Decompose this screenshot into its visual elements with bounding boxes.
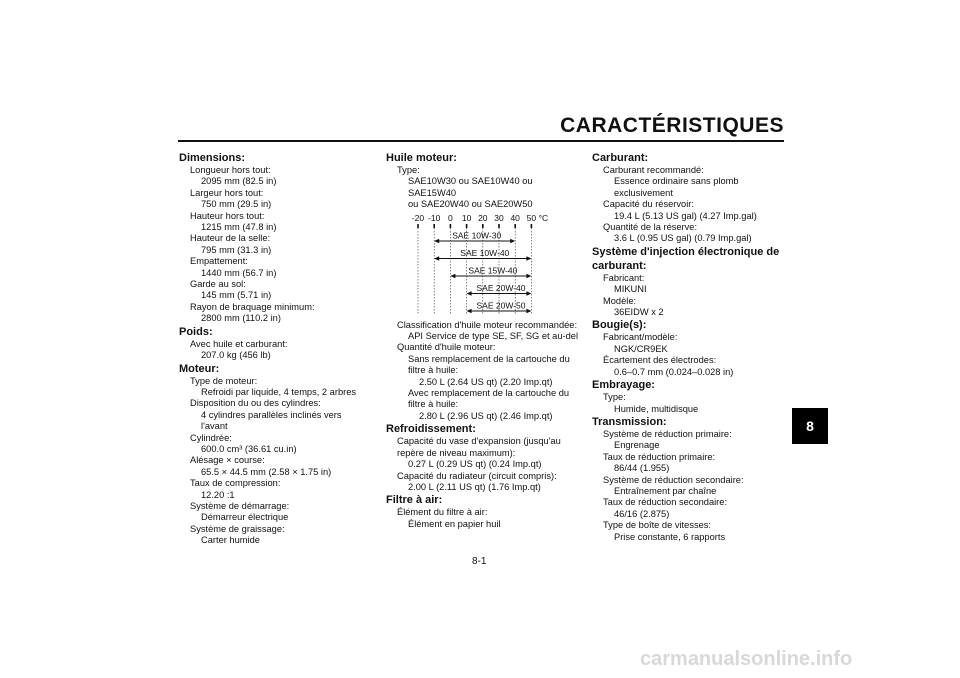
spec-value: 36EIDW x 2 (614, 307, 664, 318)
heading-fuel-injection: carburant: (592, 259, 647, 272)
arrow-left-icon (434, 256, 439, 260)
spec-label: Système de réduction secondaire: (603, 474, 744, 485)
spec-value: 750 mm (29.5 in) (201, 199, 272, 210)
spec-value: NGK/CR9EK (614, 343, 668, 354)
spec-value: Prise constante, 6 rapports (614, 531, 726, 542)
arrow-left-icon (467, 308, 472, 312)
column-middle (386, 151, 581, 530)
spec-value: Humide, multidisque (614, 403, 699, 414)
spec-value: MIKUNI (614, 284, 647, 295)
temp-label: 30 (494, 212, 504, 223)
spec-label: Disposition du ou des cylindres: (190, 398, 321, 409)
temp-tick (498, 224, 500, 228)
spec-label: Cylindrée: (190, 432, 232, 443)
spec-label: Taux de réduction primaire: (603, 451, 716, 462)
spec-label: Empattement: (190, 256, 248, 267)
spec-label: Hauteur hors tout: (190, 210, 265, 221)
grade-label: SAE 15W-40 (468, 265, 518, 276)
spec-value: 65.5 × 44.5 mm (2.58 × 1.75 in) (201, 466, 332, 477)
spec-value: 1215 mm (47.8 in) (201, 222, 277, 233)
heading-weight: Poids: (179, 325, 213, 338)
spec-label: Longueur hors tout: (190, 165, 271, 175)
heading-engine-oil: Huile moteur: (386, 152, 457, 164)
spec-label: Taux de compression: (190, 478, 281, 489)
spec-label: Avec remplacement de la cartouche du (408, 388, 570, 399)
grade-label: SAE 10W-30 (452, 230, 502, 241)
spec-value: 2095 mm (82.5 in) (201, 176, 277, 187)
spec-value: 12.20 :1 (201, 489, 235, 500)
arrow-left-icon (434, 238, 439, 242)
spec-label: Type de moteur: (190, 375, 258, 386)
spec-label: Capacité du radiateur (circuit compris): (397, 470, 557, 481)
spec-value: 2800 mm (110.2 in) (201, 313, 281, 324)
spec-value: 207.0 kg (456 lb) (201, 350, 271, 361)
heading-clutch: Embrayage: (592, 379, 655, 392)
spec-label: Écartement des électrodes: (603, 355, 717, 366)
temp-tick (450, 224, 452, 228)
temp-label: 20 (478, 212, 488, 223)
column-left (179, 151, 369, 547)
spec-value: Démarreur électrique (201, 512, 289, 523)
spec-value: Carter humide (201, 535, 260, 546)
grade-label: SAE 20W-50 (476, 300, 526, 311)
spec-label: Système de graissage: (190, 523, 285, 534)
spec-value: 2.00 L (2.11 US qt) (1.76 Imp.qt) (408, 481, 541, 492)
temp-label: 10 (461, 212, 472, 223)
page-title: CARACTÉRISTIQUES (560, 114, 784, 137)
spec-label: repère de niveau maximum): (397, 447, 516, 458)
spec-label: Modèle: (603, 295, 637, 306)
spec-label: Garde au sol: (190, 279, 246, 290)
arrow-right-icon (526, 273, 531, 277)
heading-spark-plugs: Bougie(s): (592, 319, 647, 332)
spec-label: Élément du filtre à air: (397, 507, 488, 518)
spec-label: filtre à huile: (408, 399, 459, 410)
spec-label: Hauteur de la selle: (190, 233, 271, 244)
arrow-left-icon (450, 273, 455, 277)
spec-label: filtre à huile: (408, 365, 459, 376)
spec-value: 3.6 L (0.95 US gal) (0.79 Imp.gal) (614, 233, 752, 244)
spec-label: Taux de réduction secondaire: (603, 497, 728, 508)
spec-value: 0.27 L (0.29 US qt) (0.24 Imp.qt) (408, 459, 542, 470)
arrow-left-icon (467, 291, 472, 295)
heading-air-filter: Filtre à air: (386, 494, 443, 507)
spec-label: Système de réduction primaire: (603, 428, 732, 439)
spec-label: Sans remplacement de la cartouche du (408, 353, 570, 364)
temp-label: 0 (448, 212, 453, 223)
spec-value: 2.80 L (2.96 US qt) (2.46 Imp.qt) (419, 410, 553, 421)
spec-value: Refroidi par liquide, 4 temps, 2 arbres (201, 386, 357, 397)
spec-value: Engrenage (614, 440, 660, 451)
temp-tick (466, 224, 468, 228)
spec-value: 145 mm (5.71 in) (201, 290, 272, 301)
temp-tick (531, 224, 533, 228)
temp-label: -20 (411, 212, 425, 223)
temp-label: 40 (510, 212, 520, 223)
spec-label: Fabricant/modèle: (603, 332, 678, 343)
spec-label: Type: (603, 392, 626, 403)
spec-value: 2.50 L (2.64 US qt) (2.20 Imp.qt) (419, 376, 553, 387)
arrow-right-icon (526, 256, 531, 260)
temp-tick (482, 224, 484, 228)
spec-label: Système de démarrage: (190, 500, 290, 511)
spec-label: Capacité du réservoir: (603, 199, 694, 210)
spec-value: exclusivement (614, 187, 673, 198)
spec-value: Essence ordinaire sans plomb (614, 176, 739, 187)
spec-label: Quantité de la réserve: (603, 222, 698, 233)
column-right (592, 151, 782, 543)
temp-label: -10 (428, 212, 441, 223)
spec-label: Quantité d'huile moteur: (397, 342, 496, 353)
spec-value: Entraînement par chaîne (614, 485, 717, 496)
heading-transmission: Transmission: (592, 415, 667, 428)
grade-label: SAE 20W-40 (476, 282, 526, 293)
spec-value: 795 mm (31.3 in) (201, 244, 272, 255)
spec-value: 46/16 (2.875) (614, 508, 670, 519)
spec-value: 0.6–0.7 mm (0.024–0.028 in) (614, 366, 734, 377)
spec-label: Type: (397, 165, 420, 175)
grade-label: SAE 10W-40 (460, 247, 510, 258)
spec-label: Classification d'huile moteur recommandée: (397, 319, 578, 330)
spec-value: ou SAE20W40 ou SAE20W50 (408, 199, 533, 210)
temp-label: 50 (526, 212, 537, 223)
spec-value: 1440 mm (56.7 in) (201, 267, 277, 278)
arrow-right-icon (526, 308, 531, 312)
spec-label: Type de boîte de vitesses: (603, 520, 712, 531)
page-number: 8-1 (472, 556, 487, 567)
spec-value: 19.4 L (5.13 US gal) (4.27 Imp.gal) (614, 210, 757, 221)
spec-label: Capacité du vase d'expansion (jusqu'au (397, 436, 561, 447)
oil-viscosity-chart (408, 213, 558, 317)
spec-label: Avec huile et carburant: (190, 338, 288, 349)
spec-value: 600.0 cm³ (36.61 cu.in) (201, 443, 297, 454)
temp-tick (514, 224, 516, 228)
chapter-tab[interactable]: 8 (792, 408, 828, 444)
heading-fuel: Carburant: (592, 152, 649, 164)
spec-value: API Service de type SE, SF, SG et au-del (408, 331, 579, 342)
spec-value: SAE10W30 ou SAE10W40 ou SAE15W40 (408, 176, 533, 198)
spec-label: Alésage × course: (190, 455, 265, 466)
spec-value: 4 cylindres parallèles inclinés vers l'avant (201, 409, 342, 432)
heading-fuel-injection: Système d'injection électronique de (592, 245, 780, 258)
heading-dimensions: Dimensions: (179, 152, 246, 164)
watermark: carmanualsonline.info (640, 648, 853, 670)
temp-tick (417, 224, 419, 228)
spec-label: Carburant recommandé: (603, 165, 704, 175)
spec-label: Largeur hors tout: (190, 187, 264, 198)
spec-label: Rayon de braquage minimum: (190, 301, 315, 312)
temp-tick (433, 224, 435, 228)
temp-unit: °C (538, 212, 549, 223)
spec-value: Élément en papier huil (408, 518, 501, 529)
heading-cooling: Refroidissement: (386, 423, 476, 436)
heading-engine: Moteur: (179, 362, 220, 375)
arrow-right-icon (526, 291, 531, 295)
title-rule (178, 140, 784, 142)
arrow-right-icon (510, 238, 515, 242)
spec-value: 86/44 (1.955) (614, 463, 670, 474)
spec-label: Fabricant: (603, 272, 645, 283)
